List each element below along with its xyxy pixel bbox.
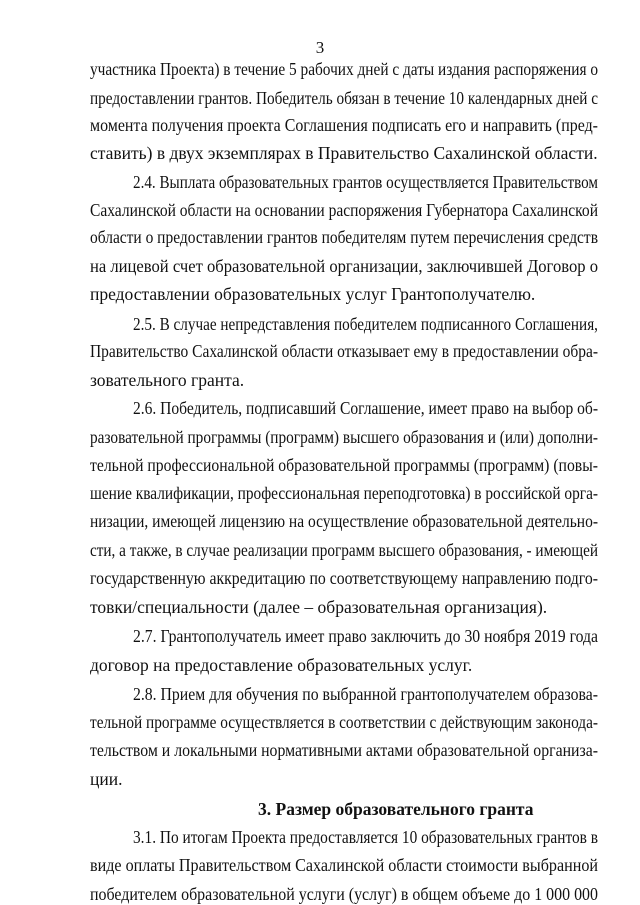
text-line-content: тельной программе осуществляется в соответствии с действующим законода- <box>90 712 598 732</box>
text-line-content: победителем образовательной услуги (услуг) в общем объеме до 1 000 000 <box>90 884 598 904</box>
section-heading-text: 3. Размер образовательного гранта <box>258 799 534 819</box>
text-line-content: Правительство Сахалинской области отказывает ему в предоставлении обра- <box>90 341 598 361</box>
text-line-content: шение квалификации, профессиональная переподготовка) в российской орга- <box>90 483 598 503</box>
text-line-content: ции. <box>90 769 123 789</box>
text-line-content: тельной профессиональной образовательной программы (программ) (повы- <box>90 455 598 475</box>
text-line-content: государственную аккредитацию по соответствующему направлению подго- <box>90 568 598 588</box>
text-line-content: 3.1. По итогам Проекта предоставляется 10 образовательных грантов в <box>133 827 598 847</box>
text-line-content: предоставлении образовательных услуг Грантополучателю. <box>90 284 536 304</box>
text-line-content: 2.6. Победитель, подписавший Соглашение, имеет право на выбор об- <box>133 398 598 418</box>
text-line-content: 2.5. В случае непредставления победителем подписанного Соглашения, <box>133 314 598 334</box>
text-line-content: 2.4. Выплата образовательных грантов осуществляется Правительством <box>133 172 598 192</box>
text-line-content: 2.8. Прием для обучения по выбранной грантополучателем образова- <box>133 684 598 704</box>
text-line-content: участника Проекта) в течение 5 рабочих дней с даты издания распоряжения о <box>90 59 598 79</box>
text-line-content: 2.7. Грантополучатель имеет право заключить до 30 ноября 2019 года <box>133 626 598 646</box>
text-line-content: на лицевой счет образовательной организации, заключившей Договор о <box>90 256 598 276</box>
text-line-content: зовательного гранта. <box>90 370 245 390</box>
text-line-content: Сахалинской области на основании распоряжения Губернатора Сахалинской <box>90 200 598 220</box>
text-line-content: тельством и локальными нормативными актами образовательной организа- <box>90 740 598 760</box>
text-line-content: виде оплаты Правительством Сахалинской области стоимости выбранной <box>90 855 598 875</box>
text-line-content: области о предоставлении грантов победителям путем перечисления средств <box>90 227 598 247</box>
text-line-content: разовательной программы (программ) высшего образования и (или) дополни- <box>90 427 598 447</box>
text-line-content: ставить) в двух экземплярах в Правительство Сахалинской области. <box>90 143 598 163</box>
text-line-content: сти, а также, в случае реализации программ высшего образования, - имеющей <box>90 540 598 560</box>
text-line-content: низации, имеющей лицензию на осуществление образовательной деятельно- <box>90 511 598 531</box>
text-line-content: товки/специальности (далее – образовательная организация). <box>90 597 548 617</box>
page-number: 3 <box>315 38 325 57</box>
text-line-content: договор на предоставление образовательных услуг. <box>90 655 473 675</box>
text-line-content: предоставлении грантов. Победитель обязан в течение 10 календарных дней с <box>90 88 598 108</box>
text-line-content: момента получения проекта Соглашения подписать его и направить (пред- <box>90 115 598 135</box>
